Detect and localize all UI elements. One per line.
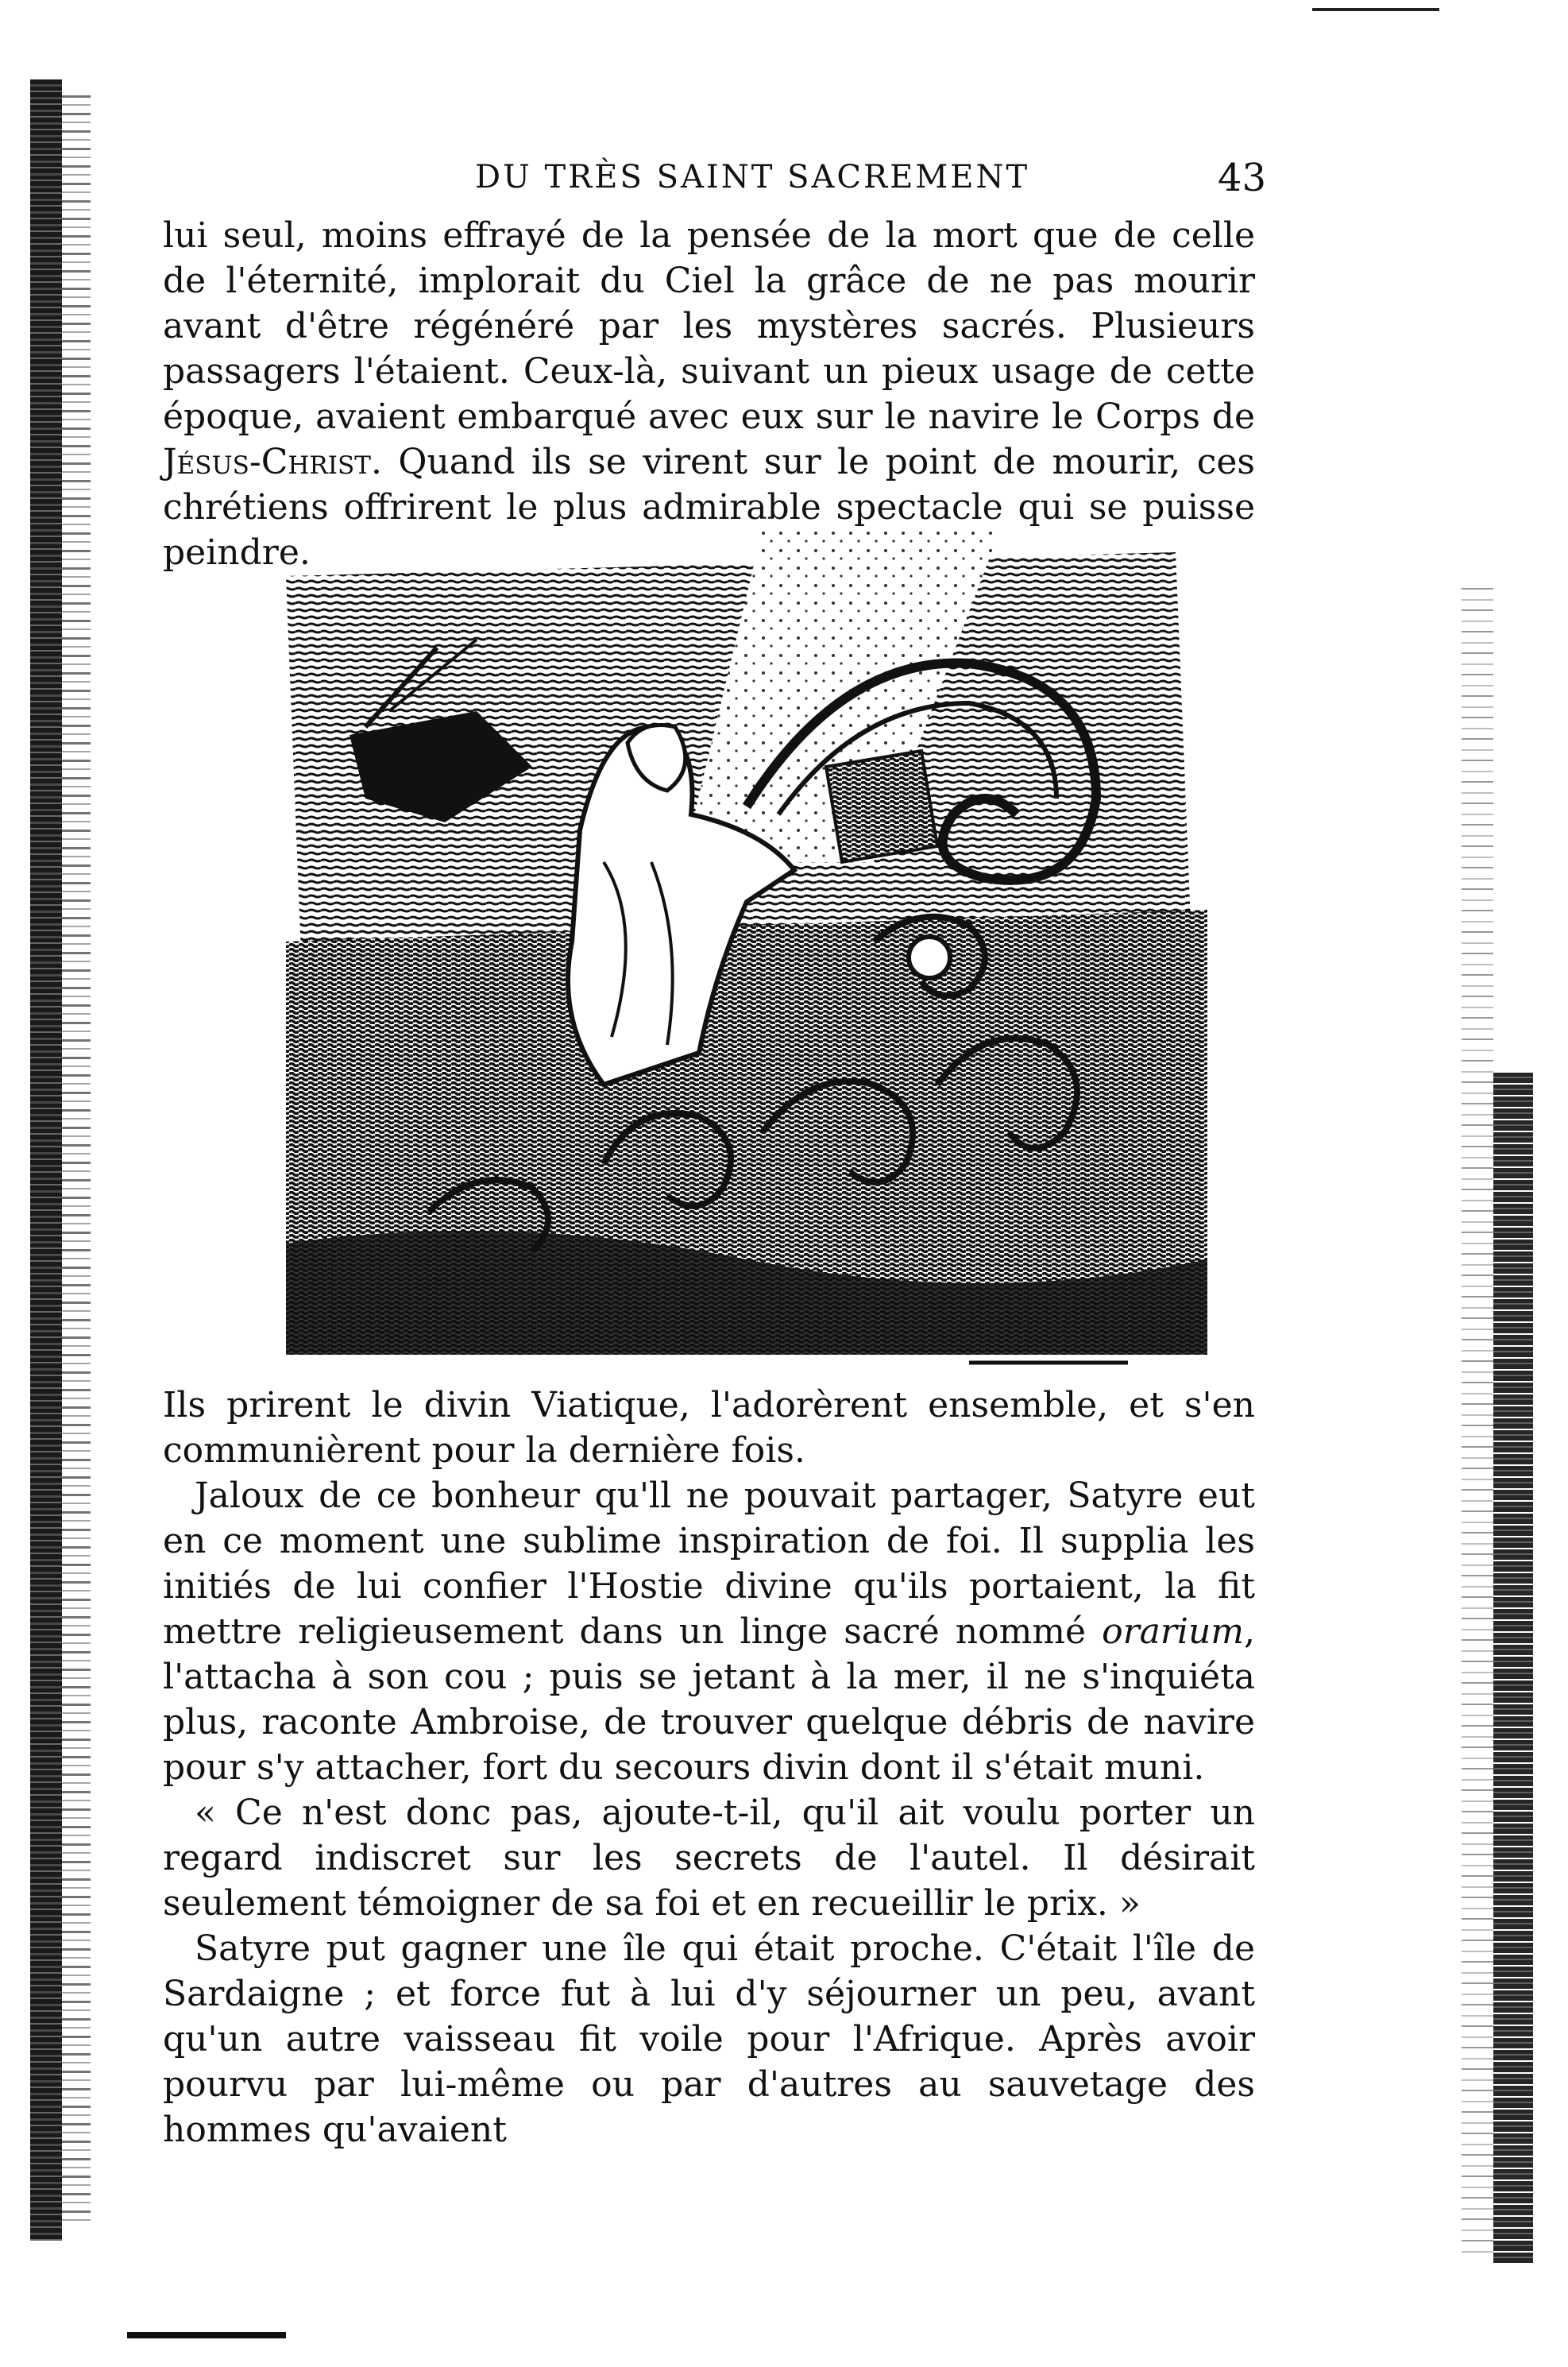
paragraph: Ils prirent le divin Viatique, l'adorèrent ensemble, et s'en communièrent pour la dernière fois. (163, 1385, 1255, 1471)
italic-term: orarium (1102, 1611, 1244, 1652)
paragraph (163, 1473, 1255, 1790)
paragraph-text: . Quand ils se virent sur le point de mourir, ces chrétiens offrirent le plus admirable spectacle qui se puisse peindre. (163, 442, 1255, 573)
small-caps-name: Jésus-Christ (163, 442, 371, 482)
running-title: DU TRÈS SAINT SACREMENT (475, 159, 1030, 195)
scan-edge-left-fringe (62, 95, 91, 2225)
paragraph: « Ce n'est donc pas, ajoute-t-il, qu'il ait voulu porter un regard indiscret sur les secrets de l'autel. Il désirait seulement témoigner de sa foi et en recueillir le prix. » (163, 1793, 1255, 1924)
text-block-top (163, 213, 1255, 575)
paragraph-text: Jaloux de ce bonheur qu'll ne pouvait partager, Satyre eut en ce moment une sublime inspiration de foi. Il supplia les initiés de lui confier l'Hostie divine qu'ils portaient, la fit mettre religieusement dans un linge sacré nommé (163, 1476, 1255, 1652)
scan-edge-right (1493, 1073, 1533, 2265)
paragraph-text: , l'attacha à son cou ; puis se jetant à la mer, il ne s'inquiéta plus, raconte Ambroise, de trouver quelque débris de navire pour s'y attacher, fort du secours divin dont il s'était muni. (163, 1611, 1255, 1788)
scan-edge-left (30, 79, 62, 2241)
paragraph: Satyre put gagner une île qui était proche. C'était l'île de Sardaigne ; et force fut à lui d'y séjourner un peu, avant qu'un autre vaisseau fit voile pour l'Afrique. Après avoir pourvu par lui-même ou par d'autres au sauvetage des hommes qu'avaient (163, 1928, 1255, 2150)
paragraph (163, 213, 1255, 575)
paragraph-text: lui seul, moins effrayé de la pensée de la mort que de celle de l'éternité, implorait du Ciel la grâce de ne pas mourir avant d'être régénéré par les mystères sacrés. Plusieurs passagers l'étaient. Ceux-là, suivant un pieux usage de cette époque, avaient embarqué avec eux sur le navire le Corps de (163, 215, 1255, 437)
shipwreck-engraving-icon (270, 528, 1223, 1371)
scan-mark-bottom (127, 2332, 286, 2338)
page-number: 43 (1218, 156, 1267, 200)
scan-mark-top (1312, 8, 1439, 11)
scan-edge-right-fringe (1462, 588, 1493, 2257)
text-block-bottom (163, 1383, 1255, 2152)
